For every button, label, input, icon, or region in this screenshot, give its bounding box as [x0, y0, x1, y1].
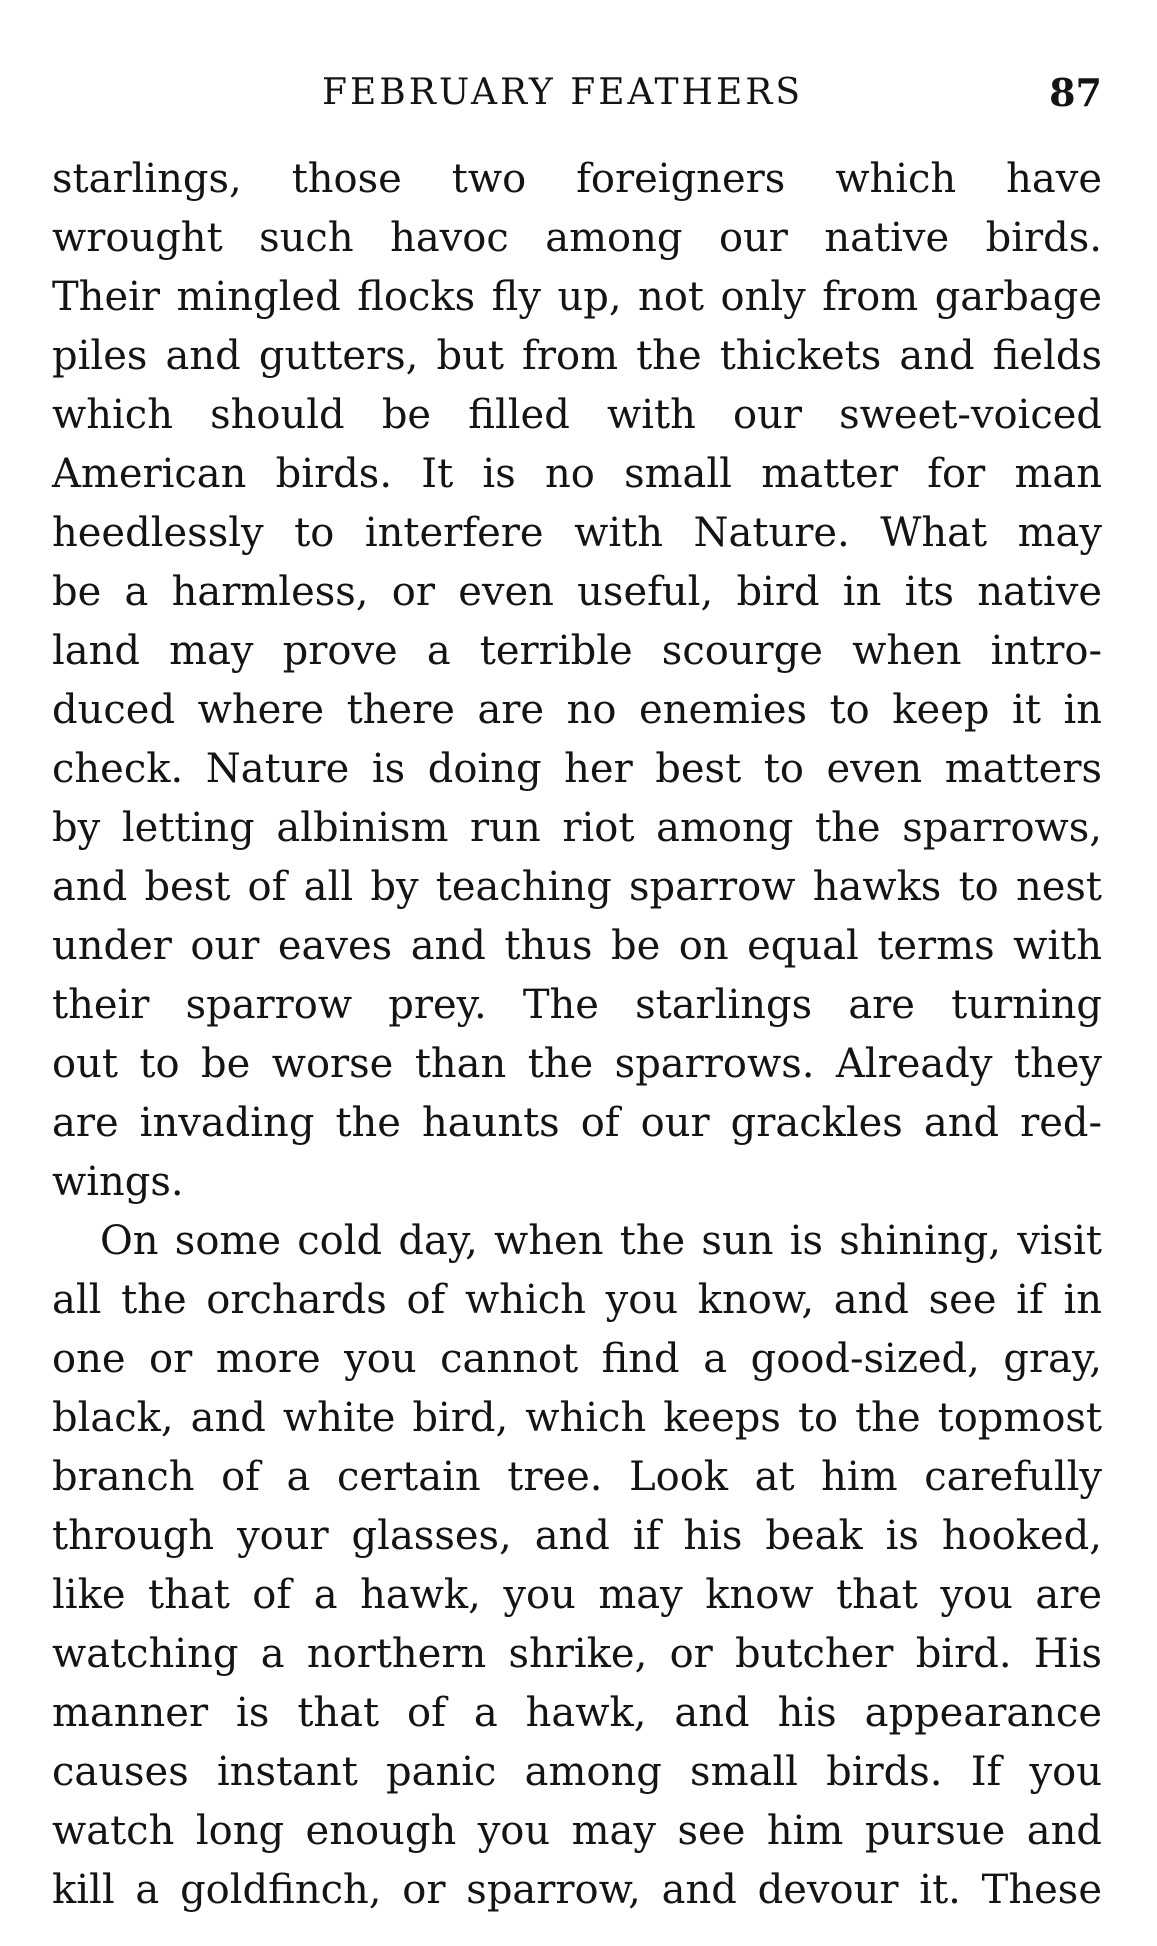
- text-line: under our eaves and thus be on equal terms with: [52, 923, 1102, 969]
- text-line: piles and gutters, but from the thickets and fields: [52, 333, 1102, 379]
- text-line: which should be filled with our sweet-voiced: [52, 392, 1102, 438]
- text-line: duced where there are no enemies to keep it in: [52, 687, 1102, 733]
- text-line: through your glasses, and if his beak is hooked,: [52, 1513, 1102, 1559]
- text-line: their sparrow prey. The starlings are turning: [52, 982, 1102, 1028]
- text-line: kill a goldfinch, or sparrow, and devour it. These: [52, 1867, 1102, 1913]
- text-line: wrought such havoc among our native birds.: [52, 215, 1102, 261]
- text-line: Their mingled flocks fly up, not only from garbage: [52, 274, 1102, 320]
- text-line: by letting albinism run riot among the sparrows,: [52, 805, 1102, 851]
- text-line: be a harmless, or even useful, bird in its native: [52, 569, 1102, 615]
- text-line: heedlessly to interfere with Nature. What may: [52, 510, 1102, 556]
- text-line: all the orchards of which you know, and see if in: [52, 1277, 1102, 1323]
- text-line: manner is that of a hawk, and his appearance: [52, 1690, 1102, 1736]
- text-line: are invading the haunts of our grackles and red-: [52, 1100, 1102, 1146]
- running-header: [52, 72, 1102, 122]
- text-line: and best of all by teaching sparrow hawks to nest: [52, 864, 1102, 910]
- text-line: branch of a certain tree. Look at him carefully: [52, 1454, 1102, 1500]
- text-line: black, and white bird, which keeps to the topmost: [52, 1395, 1102, 1441]
- page-number: 87: [1049, 70, 1102, 115]
- body-text: [52, 150, 1102, 1920]
- running-title: FEBRUARY FEATHERS: [322, 72, 803, 113]
- text-line: watching a northern shrike, or butcher bird. His: [52, 1631, 1102, 1677]
- paragraph-2: [52, 1212, 1102, 1920]
- text-line: watch long enough you may see him pursue and: [52, 1808, 1102, 1854]
- text-line: check. Nature is doing her best to even matters: [52, 746, 1102, 792]
- text-line: wings.: [52, 1159, 184, 1205]
- text-line: causes instant panic among small birds. If you: [52, 1749, 1102, 1795]
- text-line: On some cold day, when the sun is shining, visit: [100, 1218, 1102, 1264]
- paragraph-1: [52, 150, 1102, 1212]
- text-line: like that of a hawk, you may know that you are: [52, 1572, 1102, 1618]
- text-line: starlings, those two foreigners which have: [52, 156, 1102, 202]
- text-line: American birds. It is no small matter for man: [52, 451, 1102, 497]
- text-line: land may prove a terrible scourge when intro-: [52, 628, 1102, 674]
- text-line: one or more you cannot find a good-sized, gray,: [52, 1336, 1102, 1382]
- text-line: out to be worse than the sparrows. Already they: [52, 1041, 1102, 1087]
